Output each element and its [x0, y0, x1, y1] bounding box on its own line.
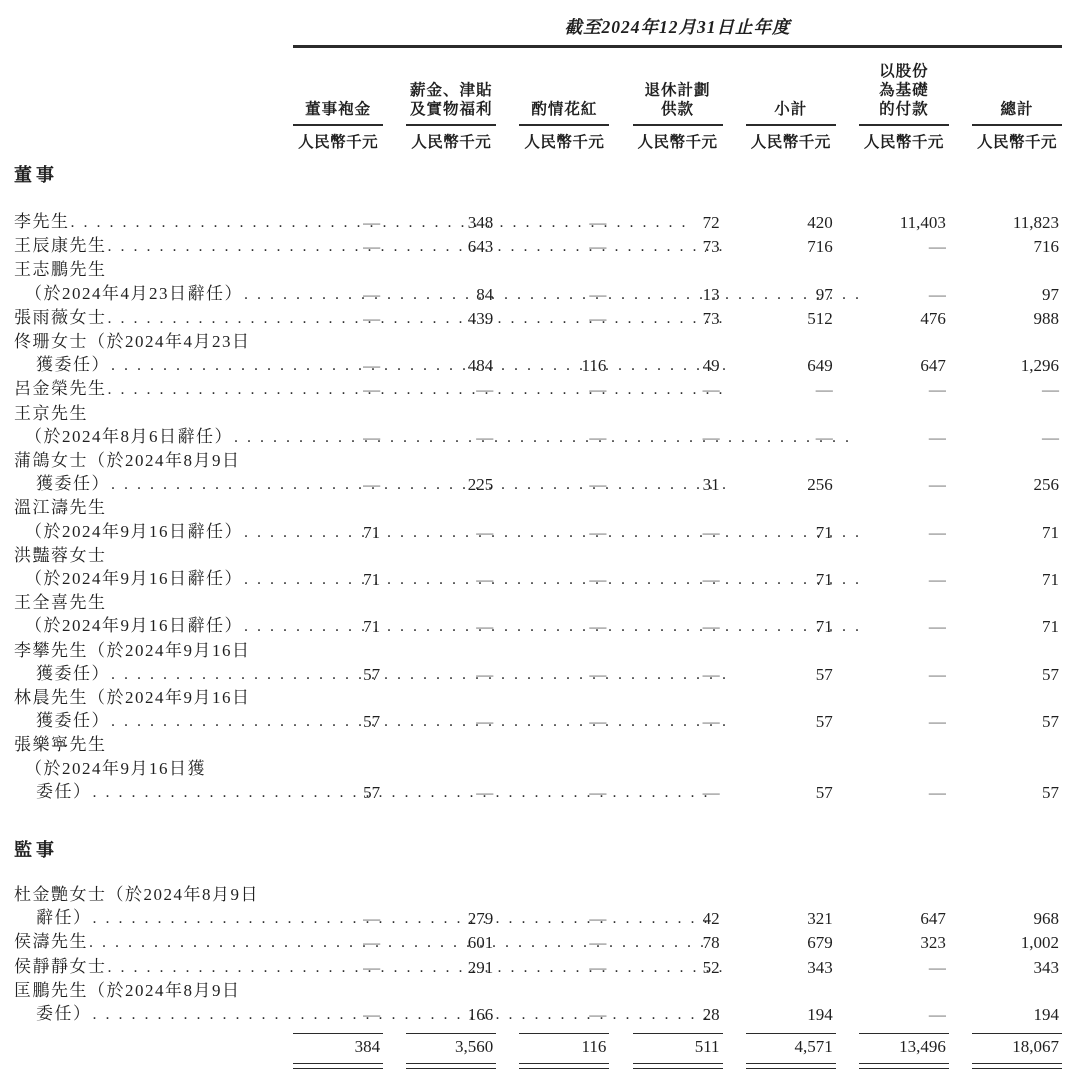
value-cell: 71: [815, 522, 833, 542]
double-rule: [859, 1063, 949, 1069]
unit-label: 人民幣千元: [524, 134, 605, 151]
person-name: 洪豔蓉女士 （於2024年9月16日辭任） . . .: [14, 544, 270, 591]
dot-leader: [111, 472, 729, 496]
table-row: [14, 883, 1062, 930]
total-value: 4,571: [794, 1037, 833, 1057]
value-cell: —: [589, 570, 607, 590]
total-value: 511: [694, 1037, 720, 1057]
title-spacer: [14, 14, 270, 48]
double-rule: [293, 1063, 383, 1069]
value-cell: 1,296: [1020, 356, 1059, 376]
person-name: 侯濤先生 . . .: [14, 930, 270, 954]
value-cell: 71: [815, 617, 833, 637]
person-name: 王辰康先生 . . .: [14, 234, 270, 258]
value-cell: —: [928, 782, 946, 802]
value-cell: —: [1042, 427, 1059, 447]
column-header: [949, 48, 1062, 126]
value-cell: 71: [1042, 617, 1059, 637]
period-title-cell: [270, 14, 1062, 48]
value-cell: —: [476, 617, 494, 637]
value-cell: 194: [1033, 1005, 1059, 1025]
section-title: 監事: [14, 840, 58, 861]
value-cell: —: [363, 475, 381, 495]
value-cell: —: [476, 427, 494, 447]
value-cell: —: [928, 522, 946, 542]
value-cell: 476: [920, 308, 946, 328]
unit-cell: [270, 126, 383, 155]
double-rule: [519, 1063, 609, 1069]
value-cell: —: [702, 427, 720, 447]
table-row: [14, 496, 1062, 543]
person-name: 林晨先生（於2024年9月16日 獲委任） . . .: [14, 686, 270, 733]
value-cell: 484: [467, 356, 494, 376]
value-cell: —: [476, 712, 494, 732]
value-cell: 52: [702, 957, 720, 977]
value-cell: 321: [807, 909, 833, 929]
value-cell: —: [476, 664, 494, 684]
column-header: [609, 48, 722, 126]
person-name: 佟珊女士（於2024年4月23日 獲委任） . . .: [14, 330, 270, 377]
value-cell: —: [589, 1005, 607, 1025]
column-header: [270, 48, 383, 126]
value-cell: 323: [920, 933, 946, 953]
header-spacer: [14, 48, 270, 126]
value-cell: 57: [1042, 664, 1059, 684]
value-cell: 11,403: [899, 213, 946, 232]
dot-leader: [108, 955, 726, 979]
value-cell: 420: [807, 213, 833, 232]
value-cell: —: [363, 1005, 381, 1025]
unit-spacer: [14, 126, 270, 155]
person-name: 蒲鴿女士（於2024年8月9日 獲委任） . . .: [14, 449, 270, 496]
table-row: [14, 449, 1062, 496]
value-cell: 343: [1033, 957, 1059, 977]
table-row: [14, 377, 1062, 401]
column-header: [836, 48, 949, 126]
dot-leader: [93, 1002, 711, 1026]
value-cell: —: [702, 664, 720, 684]
value-cell: 439: [467, 308, 494, 328]
total-value: 384: [354, 1037, 381, 1057]
total-value: 116: [581, 1037, 607, 1057]
value-cell: —: [702, 522, 720, 542]
value-cell: 78: [702, 933, 720, 953]
dot-leader: [93, 906, 711, 930]
dot-leader: [244, 567, 862, 591]
value-cell: —: [928, 570, 946, 590]
value-cell: 166: [467, 1005, 494, 1025]
table-row: [14, 306, 1062, 330]
value-cell: —: [928, 712, 946, 732]
value-cell: —: [702, 570, 720, 590]
value-cell: 647: [920, 909, 946, 929]
value-cell: —: [589, 213, 607, 232]
value-cell: —: [589, 284, 607, 304]
value-cell: —: [1042, 380, 1059, 400]
remuneration-table: [14, 14, 1062, 1069]
value-cell: —: [928, 617, 946, 637]
value-cell: 968: [1033, 909, 1059, 929]
unit-label: 人民幣千元: [863, 134, 944, 151]
value-cell: —: [928, 380, 946, 400]
value-cell: 73: [702, 237, 720, 257]
value-cell: 116: [581, 356, 607, 376]
value-cell: —: [589, 427, 607, 447]
value-cell: 71: [363, 570, 381, 590]
value-cell: 643: [467, 237, 494, 257]
value-cell: 716: [807, 237, 833, 257]
table-row: [14, 234, 1062, 258]
value-cell: 716: [1033, 237, 1059, 257]
person-name: 王志鵬先生 （於2024年4月23日辭任） . . .: [14, 258, 270, 305]
value-cell: —: [476, 570, 494, 590]
value-cell: —: [815, 380, 833, 400]
table-row: [14, 330, 1062, 377]
value-cell: —: [363, 909, 381, 929]
column-header-label: 董事袍金: [293, 100, 383, 126]
value-cell: —: [589, 909, 607, 929]
value-cell: —: [928, 427, 946, 447]
value-cell: 71: [1042, 522, 1059, 542]
person-name: 匡鵬先生（於2024年8月9日 委任） . . .: [14, 979, 270, 1026]
value-cell: —: [815, 427, 833, 447]
column-header-label: 薪金、津貼 及實物福利: [406, 81, 496, 126]
value-cell: —: [702, 782, 720, 802]
value-cell: 679: [807, 933, 833, 953]
totals-row: [14, 1026, 1062, 1069]
value-cell: 57: [363, 664, 381, 684]
value-cell: —: [589, 522, 607, 542]
value-cell: —: [363, 284, 381, 304]
value-cell: 348: [467, 213, 494, 232]
person-name: 張雨薇女士 . . .: [14, 306, 270, 330]
value-cell: 71: [363, 617, 381, 637]
column-header: [723, 48, 836, 126]
value-cell: 72: [702, 213, 720, 232]
value-cell: —: [363, 213, 381, 232]
value-cell: —: [928, 284, 946, 304]
header-top-rule: [293, 14, 1062, 48]
section-row: [14, 804, 1062, 883]
unit-label: 人民幣千元: [637, 134, 718, 151]
value-cell: 194: [807, 1005, 833, 1025]
value-cell: 1,002: [1020, 933, 1059, 953]
column-header-label: 退休計劃 供款: [633, 81, 723, 126]
value-cell: —: [363, 427, 381, 447]
person-name: 侯靜靜女士 . . .: [14, 955, 270, 979]
dot-leader: [111, 353, 729, 377]
total-value-cell: [383, 1026, 496, 1069]
total-value-cell: [496, 1026, 609, 1069]
value-cell: —: [363, 933, 381, 953]
dot-leader: [244, 520, 862, 544]
unit-cell: [949, 126, 1062, 155]
table-row: [14, 402, 1062, 449]
value-cell: 291: [467, 957, 494, 977]
value-cell: —: [928, 475, 946, 495]
value-cell: —: [476, 380, 494, 400]
column-header-label: 酌情花紅: [519, 100, 609, 126]
total-value-cell: [270, 1026, 383, 1069]
value-cell: 57: [363, 712, 381, 732]
value-cell: —: [589, 782, 607, 802]
person-name: 王京先生 （於2024年8月6日辭任） . . .: [14, 402, 270, 449]
value-cell: 601: [467, 933, 494, 953]
table-row: [14, 686, 1062, 733]
value-cell: —: [589, 617, 607, 637]
unit-label: 人民幣千元: [298, 134, 379, 151]
total-value-cell: [836, 1026, 949, 1069]
unit-label: 人民幣千元: [976, 134, 1057, 151]
value-cell: —: [589, 380, 607, 400]
value-cell: 57: [815, 782, 833, 802]
dot-leader: [93, 780, 711, 804]
value-cell: —: [476, 522, 494, 542]
value-cell: 57: [815, 664, 833, 684]
value-cell: 279: [467, 909, 494, 929]
dot-leader: [111, 662, 729, 686]
period-title: 截至2024年12月31日止年度: [564, 17, 791, 37]
total-value-cell: [609, 1026, 722, 1069]
value-cell: 97: [815, 284, 833, 304]
section-row: [14, 155, 1062, 210]
person-name: 溫江濤先生 （於2024年9月16日辭任） . . .: [14, 496, 270, 543]
value-cell: 49: [702, 356, 720, 376]
value-cell: 225: [467, 475, 494, 495]
value-cell: 28: [702, 1005, 720, 1025]
value-cell: 57: [815, 712, 833, 732]
column-header-label: 以股份 為基礎 的付款: [859, 62, 949, 126]
value-cell: 13: [702, 284, 720, 304]
table-row: [14, 258, 1062, 305]
total-value-cell: [949, 1026, 1062, 1069]
unit-row: [14, 126, 1062, 155]
value-cell: —: [702, 617, 720, 637]
total-value-cell: [723, 1026, 836, 1069]
value-cell: —: [589, 664, 607, 684]
value-cell: —: [589, 933, 607, 953]
value-cell: 71: [363, 522, 381, 542]
person-name: 杜金艷女士（於2024年8月9日 辭任） . . .: [14, 883, 270, 930]
column-header: [383, 48, 496, 126]
column-header-row: [14, 48, 1062, 126]
value-cell: 11,823: [1012, 213, 1059, 232]
value-cell: 31: [702, 475, 720, 495]
value-cell: 647: [920, 356, 946, 376]
person-name: 王全喜先生 （於2024年9月16日辭任） . . .: [14, 591, 270, 638]
table-row: [14, 544, 1062, 591]
value-cell: —: [363, 237, 381, 257]
table-row: [14, 210, 1062, 234]
period-title-row: [14, 14, 1062, 48]
table-row: [14, 979, 1062, 1026]
value-cell: 343: [807, 957, 833, 977]
column-header-label: 總計: [972, 100, 1062, 126]
unit-label: 人民幣千元: [411, 134, 492, 151]
person-name: 李攀先生（於2024年9月16日 獲委任） . . .: [14, 639, 270, 686]
table-row: [14, 930, 1062, 954]
value-cell: —: [589, 237, 607, 257]
double-rule: [406, 1063, 496, 1069]
dot-leader: [234, 425, 852, 449]
value-cell: 71: [1042, 570, 1059, 590]
value-cell: —: [928, 957, 946, 977]
value-cell: —: [363, 356, 381, 376]
value-cell: 256: [807, 475, 833, 495]
double-rule: [633, 1063, 723, 1069]
double-rule: [972, 1063, 1062, 1069]
total-value: 13,496: [899, 1037, 946, 1057]
dot-leader: [89, 930, 707, 954]
totals-spacer: [14, 1026, 270, 1069]
value-cell: 649: [807, 356, 833, 376]
person-name: 張樂寧先生 （於2024年9月16日獲 委任） . . .: [14, 733, 270, 804]
value-cell: —: [363, 957, 381, 977]
value-cell: —: [589, 712, 607, 732]
value-cell: —: [702, 712, 720, 732]
value-cell: 71: [815, 570, 833, 590]
value-cell: —: [928, 664, 946, 684]
dot-leader: [108, 377, 726, 401]
dot-leader: [244, 614, 862, 638]
total-value: 3,560: [455, 1037, 494, 1057]
unit-cell: [609, 126, 722, 155]
value-cell: —: [476, 782, 494, 802]
value-cell: 73: [702, 308, 720, 328]
table-row: [14, 639, 1062, 686]
dot-leader: [108, 234, 726, 258]
double-rule: [746, 1063, 836, 1069]
unit-cell: [383, 126, 496, 155]
value-cell: 97: [1042, 284, 1059, 304]
value-cell: 42: [702, 909, 720, 929]
value-cell: 57: [1042, 782, 1059, 802]
value-cell: —: [589, 957, 607, 977]
table-row: [14, 733, 1062, 804]
value-cell: 988: [1033, 308, 1059, 328]
column-header-label: 小計: [746, 100, 836, 126]
person-name: 呂金榮先生 . . .: [14, 377, 270, 401]
unit-cell: [836, 126, 949, 155]
value-cell: 57: [363, 782, 381, 802]
value-cell: —: [928, 1005, 946, 1025]
value-cell: —: [589, 308, 607, 328]
unit-cell: [723, 126, 836, 155]
total-value: 18,067: [1012, 1037, 1059, 1057]
section-title: 董事: [14, 165, 58, 185]
table-row: [14, 955, 1062, 979]
value-cell: 512: [807, 308, 833, 328]
value-cell: 84: [476, 284, 494, 304]
person-name: 李先生 . . .: [14, 210, 270, 234]
value-cell: —: [928, 237, 946, 257]
table-row: [14, 591, 1062, 638]
value-cell: —: [702, 380, 720, 400]
column-header: [496, 48, 609, 126]
unit-cell: [496, 126, 609, 155]
value-cell: —: [363, 380, 381, 400]
dot-leader: [111, 709, 729, 733]
value-cell: —: [589, 475, 607, 495]
dot-leader: [108, 306, 726, 330]
value-cell: 57: [1042, 712, 1059, 732]
dot-leader: [244, 282, 862, 306]
value-cell: —: [363, 308, 381, 328]
value-cell: 256: [1033, 475, 1059, 495]
unit-label: 人民幣千元: [750, 134, 831, 151]
